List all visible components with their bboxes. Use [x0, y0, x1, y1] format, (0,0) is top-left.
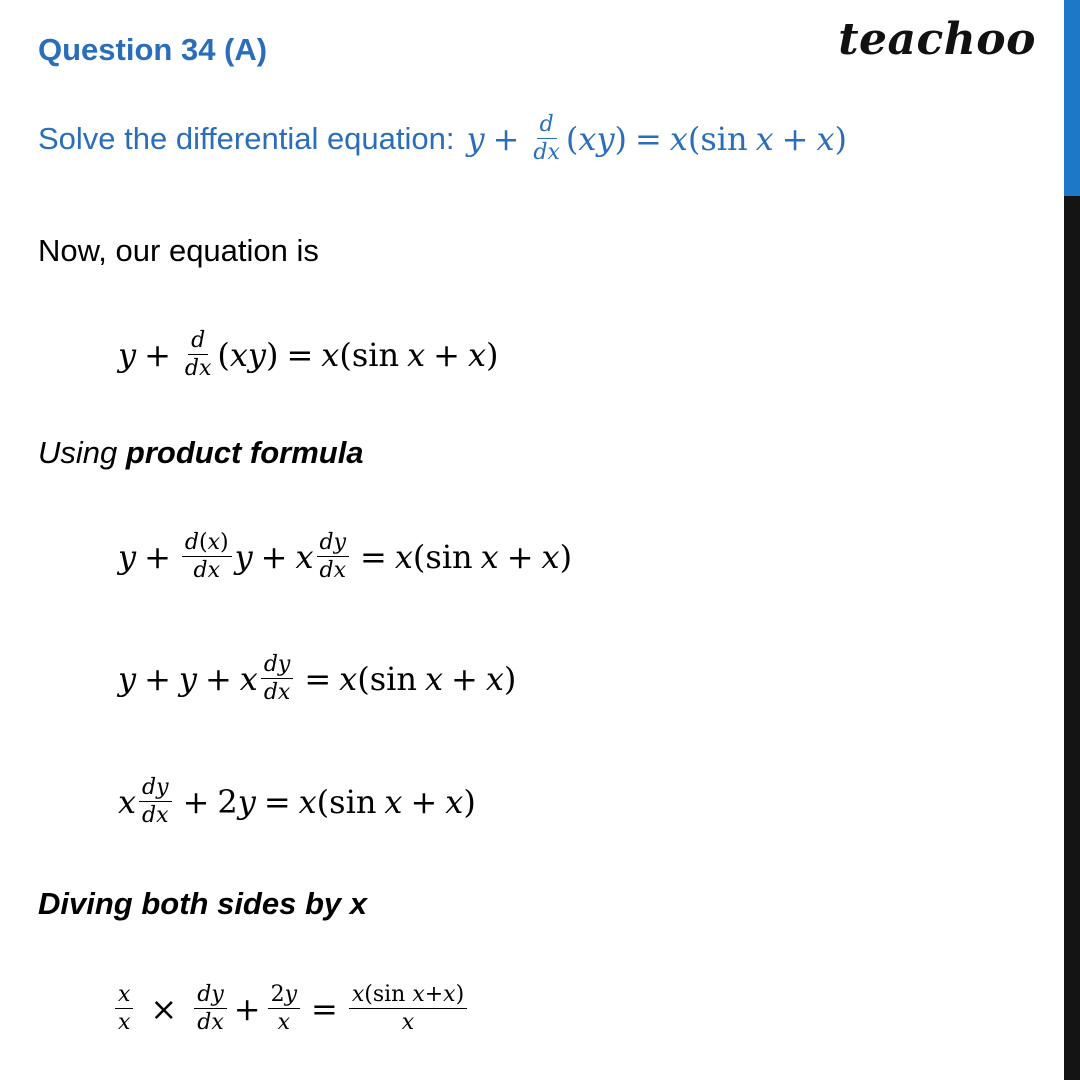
question-statement [38, 112, 847, 166]
fraction-dy-dx: $\frac{dy}{dx}$ [317, 530, 350, 584]
fraction-x-x: $\frac{x}{x}$ [115, 982, 133, 1036]
intro-text: Now, our equation is [38, 233, 319, 268]
equation-combined: x $\frac{dy}{dx}$ + 2 y = x (sin x + x ) [118, 775, 476, 829]
question-prefix: Solve the differential equation: [38, 120, 455, 156]
teachoo-logo: teachoo [838, 14, 1036, 65]
fraction-dx-dx: $\frac{d(x)}{dx}$ [182, 530, 232, 584]
fraction-d-dx: $\frac{d}{dx}$ [533, 112, 560, 166]
fraction-dy-dx: $\frac{dy}{dx}$ [194, 982, 227, 1036]
using-line [38, 435, 364, 471]
equation-divided: $\frac{x}{x}$ × $\frac{dy}{dx}$ + $\frac{2y}{x}$ = $\frac{\text{x(sin x+x)}}{x}$ [112, 982, 470, 1036]
equation-product-rule: y + $\frac{d(x)}{dx}$ y + x $\frac{dy}{dx}$ = x (sin x + x ) [118, 530, 573, 584]
fraction-rhs-x: $\frac{\text{x(sin x+x)}}{x}$ [349, 982, 467, 1036]
product-formula-label: product formula [125, 435, 364, 470]
fraction-d-dx: $\frac{d}{dx}$ [184, 328, 212, 382]
scrollbar-thumb[interactable] [1064, 0, 1080, 196]
vertical-scrollbar[interactable] [1064, 0, 1080, 1080]
equation-simplified: y + y + x $\frac{dy}{dx}$ = x (sin x + x ) [118, 652, 517, 706]
fraction-2y-x: $\frac{2y}{x}$ [268, 982, 300, 1036]
fraction-dy-dx: $\frac{dy}{dx}$ [139, 775, 172, 829]
using-prefix: Using [38, 435, 118, 470]
question-equation: y + $\frac{d}{dx}$ ( xy ) = x (sin x + x ) [466, 112, 847, 166]
equation-original: y + $\frac{d}{dx}$ ( xy ) = x (sin x + x ) [118, 328, 499, 382]
fraction-dy-dx: $\frac{dy}{dx}$ [261, 652, 294, 706]
diving-line: Diving both sides by x [38, 886, 367, 921]
question-title: Question 34 (A) [38, 32, 268, 67]
